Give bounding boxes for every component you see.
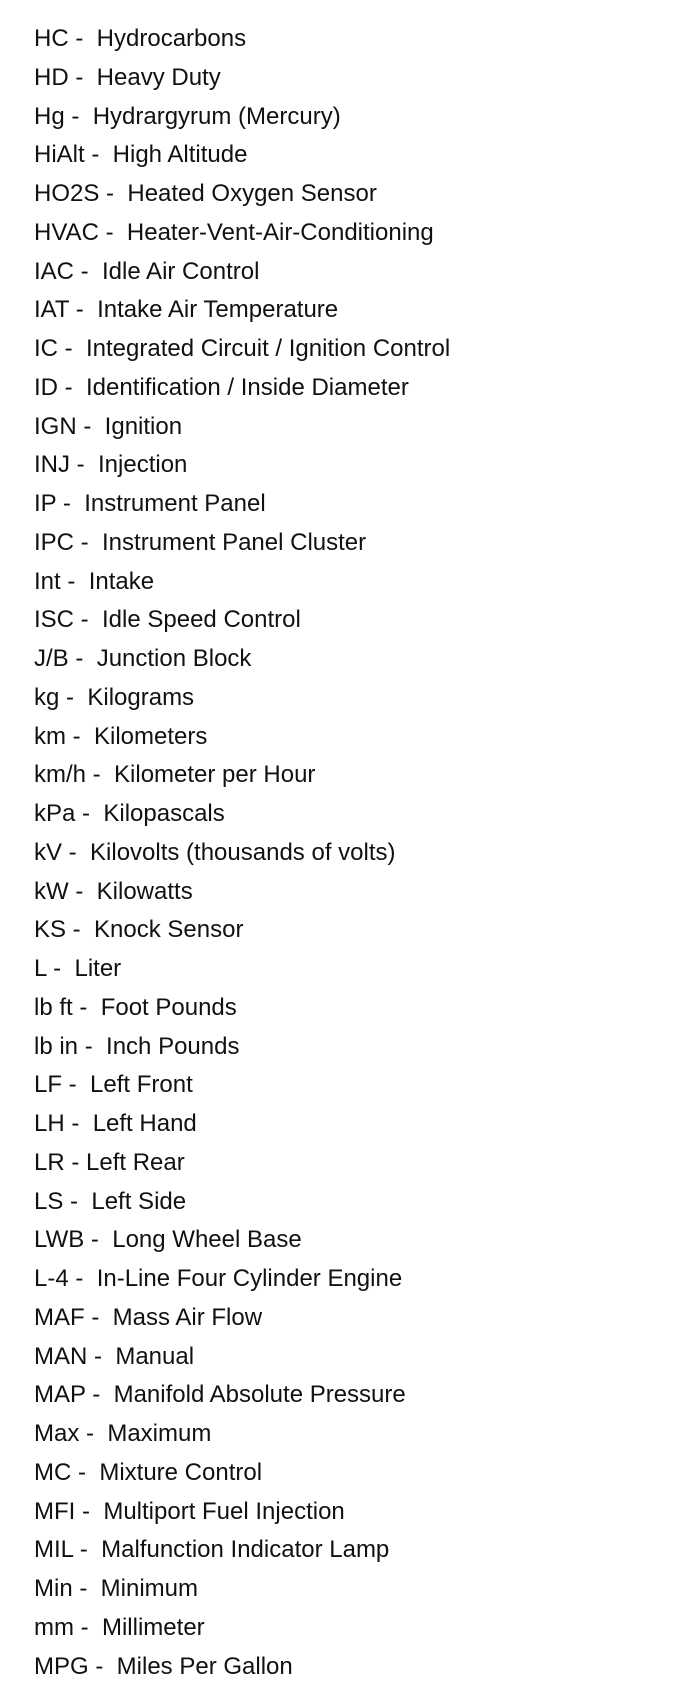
separator: - xyxy=(84,1303,113,1331)
definition: Intake xyxy=(88,567,155,595)
glossary-entry xyxy=(34,334,450,373)
separator: - xyxy=(86,761,115,789)
glossary-entry xyxy=(34,1225,450,1264)
glossary-entry xyxy=(34,218,450,257)
definition: Heated Oxygen Sensor xyxy=(127,180,377,207)
definition: Inch Pounds xyxy=(106,1032,240,1060)
definition: Left Hand xyxy=(92,1110,197,1137)
abbreviation: LR xyxy=(34,1148,65,1176)
abbreviation: IAT xyxy=(34,296,70,324)
separator: - xyxy=(66,722,94,750)
separator: - xyxy=(62,1071,91,1099)
definition: Mass Air Flow xyxy=(112,1303,263,1331)
abbreviation: kg xyxy=(34,683,60,711)
definition: Intake Air Temperature xyxy=(97,296,339,324)
abbreviation: HO2S xyxy=(34,180,100,207)
separator: - xyxy=(98,218,127,246)
abbreviation: ID xyxy=(34,373,58,401)
definition: High Altitude xyxy=(112,141,248,169)
definition: Identification / Inside Diameter xyxy=(86,373,409,401)
abbreviation: km xyxy=(34,722,66,750)
glossary-entry xyxy=(34,954,450,993)
separator: - xyxy=(63,1187,92,1215)
separator: - xyxy=(73,1613,102,1641)
abbreviation: IPC xyxy=(34,528,75,556)
definition: Minimum xyxy=(100,1575,199,1602)
definition: Heavy Duty xyxy=(96,63,221,91)
separator: - xyxy=(69,296,98,324)
abbreviation: LS xyxy=(34,1187,64,1215)
separator: - xyxy=(71,1458,100,1486)
glossary-entry xyxy=(34,1303,450,1342)
definition: Integrated Circuit / Ignition Control xyxy=(86,335,451,362)
abbreviation: HC xyxy=(34,25,69,52)
glossary-entry xyxy=(34,1458,450,1497)
definition: Left Side xyxy=(91,1187,187,1215)
abbreviation: IP xyxy=(34,490,57,517)
separator: - xyxy=(59,683,88,711)
abbreviation: Min xyxy=(34,1575,73,1602)
abbreviation: LF xyxy=(34,1071,63,1099)
glossary-entry xyxy=(34,489,450,528)
abbreviation: MAP xyxy=(34,1381,86,1409)
abbreviation: MFI xyxy=(34,1497,76,1525)
glossary-entry xyxy=(34,102,450,141)
glossary-entry xyxy=(34,1342,450,1381)
glossary-entry xyxy=(34,63,450,102)
separator: - xyxy=(85,1381,114,1409)
glossary-entry xyxy=(34,838,450,877)
definition: Kilowatts xyxy=(96,877,193,905)
separator: - xyxy=(56,490,85,517)
glossary-entry xyxy=(34,179,450,218)
separator: - xyxy=(78,1032,107,1060)
abbreviation: KS xyxy=(34,916,67,944)
abbreviation: MPG xyxy=(34,1652,89,1680)
separator: - xyxy=(68,645,97,672)
glossary-entry xyxy=(34,412,450,451)
glossary-entry xyxy=(34,1652,450,1691)
glossary-entry xyxy=(34,1419,450,1458)
glossary-entry xyxy=(34,1264,450,1303)
abbreviation: Int xyxy=(34,567,61,595)
separator: - xyxy=(88,1652,117,1680)
definition: Millimeter xyxy=(101,1613,205,1641)
separator: - xyxy=(79,1420,108,1447)
definition: Miles Per Gallon xyxy=(116,1652,293,1680)
glossary-entry xyxy=(34,760,450,799)
glossary-entry xyxy=(34,1070,450,1109)
definition: In-Line Four Cylinder Engine xyxy=(96,1265,403,1292)
definition: Manual xyxy=(115,1342,195,1370)
glossary-entry xyxy=(34,644,450,683)
glossary-entry xyxy=(34,993,450,1032)
definition: Foot Pounds xyxy=(100,993,237,1021)
separator: - xyxy=(74,528,103,556)
separator: - xyxy=(66,916,95,944)
definition: Idle Speed Control xyxy=(102,606,301,634)
separator: - xyxy=(73,1536,102,1564)
glossary-entry xyxy=(34,1613,450,1652)
abbreviation: Max xyxy=(34,1420,80,1447)
definition: Kilometer per Hour xyxy=(114,761,316,789)
abbreviation: MC xyxy=(34,1458,72,1486)
glossary-entry xyxy=(34,877,450,916)
definition: Kilovolts (thousands of volts) xyxy=(90,838,396,866)
abbreviation: HiAlt xyxy=(34,141,85,169)
definition: Injection xyxy=(98,451,188,479)
abbreviation: lb ft xyxy=(34,993,73,1021)
abbreviation: IC xyxy=(34,335,58,362)
separator: - xyxy=(58,373,86,401)
definition: Maximum xyxy=(107,1420,212,1447)
glossary-entry xyxy=(34,140,450,179)
abbreviation: MIL xyxy=(34,1536,74,1564)
glossary-entry xyxy=(34,722,450,761)
abbreviation-list xyxy=(34,24,450,1690)
separator: - xyxy=(84,141,113,169)
definition: Hydrocarbons xyxy=(96,25,247,52)
separator: - xyxy=(87,1342,116,1370)
abbreviation: L xyxy=(34,955,47,982)
definition: Knock Sensor xyxy=(94,916,244,944)
separator: - xyxy=(76,412,105,440)
abbreviation: km/h xyxy=(34,761,87,789)
abbreviation: ISC xyxy=(34,606,75,634)
separator: - xyxy=(84,1226,113,1254)
abbreviation: IGN xyxy=(34,412,77,440)
glossary-entry xyxy=(34,257,450,296)
separator: - xyxy=(64,102,93,130)
separator: - xyxy=(62,838,91,866)
definition: Left Rear xyxy=(86,1148,185,1176)
definition: Instrument Panel xyxy=(84,490,266,517)
glossary-entry xyxy=(34,450,450,489)
definition: Malfunction Indicator Lamp xyxy=(101,1536,390,1564)
separator: - xyxy=(70,451,98,479)
abbreviation: LWB xyxy=(34,1226,85,1254)
glossary-entry xyxy=(34,24,450,63)
abbreviation: HVAC xyxy=(34,218,99,246)
separator: - xyxy=(74,257,103,285)
definition: Kilopascals xyxy=(103,800,225,827)
separator: - xyxy=(58,335,86,362)
glossary-entry xyxy=(34,1148,450,1187)
glossary-entry xyxy=(34,1380,450,1419)
abbreviation: lb in xyxy=(34,1032,79,1060)
definition: Left Front xyxy=(90,1071,193,1099)
abbreviation: kPa xyxy=(34,800,76,827)
separator: - xyxy=(68,877,97,905)
separator: - xyxy=(72,993,101,1021)
glossary-entry xyxy=(34,1032,450,1071)
definition: Junction Block xyxy=(96,645,252,672)
separator: - xyxy=(68,25,97,52)
glossary-entry xyxy=(34,605,450,644)
abbreviation: MAN xyxy=(34,1342,88,1370)
definition: Kilometers xyxy=(94,722,208,750)
glossary-entry xyxy=(34,915,450,954)
separator: - xyxy=(64,1148,87,1176)
abbreviation: MAF xyxy=(34,1303,85,1331)
definition: Mixture Control xyxy=(99,1458,263,1486)
glossary-entry xyxy=(34,295,450,334)
glossary-entry xyxy=(34,567,450,606)
definition: Idle Air Control xyxy=(102,257,260,285)
separator: - xyxy=(46,955,75,982)
definition: Ignition xyxy=(104,412,183,440)
abbreviation: Hg xyxy=(34,102,65,130)
separator: - xyxy=(68,63,97,91)
definition: Multiport Fuel Injection xyxy=(103,1497,345,1525)
abbreviation: J/B xyxy=(34,645,69,672)
definition: Kilograms xyxy=(87,683,195,711)
definition: Liter xyxy=(74,955,122,982)
abbreviation: kV xyxy=(34,838,63,866)
definition: Long Wheel Base xyxy=(112,1226,302,1254)
glossary-entry xyxy=(34,1187,450,1226)
definition: Manifold Absolute Pressure xyxy=(113,1381,406,1409)
abbreviation: kW xyxy=(34,877,69,905)
separator: - xyxy=(74,606,103,634)
abbreviation: LH xyxy=(34,1110,65,1137)
abbreviation: IAC xyxy=(34,257,75,285)
separator: - xyxy=(68,1265,97,1292)
abbreviation: mm xyxy=(34,1613,74,1641)
separator: - xyxy=(75,1497,104,1525)
separator: - xyxy=(60,567,89,595)
glossary-entry xyxy=(34,1535,450,1574)
separator: - xyxy=(64,1110,93,1137)
glossary-entry xyxy=(34,1109,450,1148)
separator: - xyxy=(72,1575,101,1602)
glossary-entry xyxy=(34,1497,450,1536)
glossary-entry xyxy=(34,373,450,412)
abbreviation: L-4 xyxy=(34,1265,69,1292)
glossary-entry xyxy=(34,528,450,567)
separator: - xyxy=(75,800,104,827)
glossary-entry xyxy=(34,683,450,722)
definition: Instrument Panel Cluster xyxy=(102,528,367,556)
definition: Heater-Vent-Air-Conditioning xyxy=(126,218,434,246)
definition: Hydrargyrum (Mercury) xyxy=(92,102,341,130)
abbreviation: INJ xyxy=(34,451,70,479)
abbreviation: HD xyxy=(34,63,69,91)
glossary-entry xyxy=(34,799,450,838)
separator: - xyxy=(99,180,128,207)
glossary-entry xyxy=(34,1574,450,1613)
